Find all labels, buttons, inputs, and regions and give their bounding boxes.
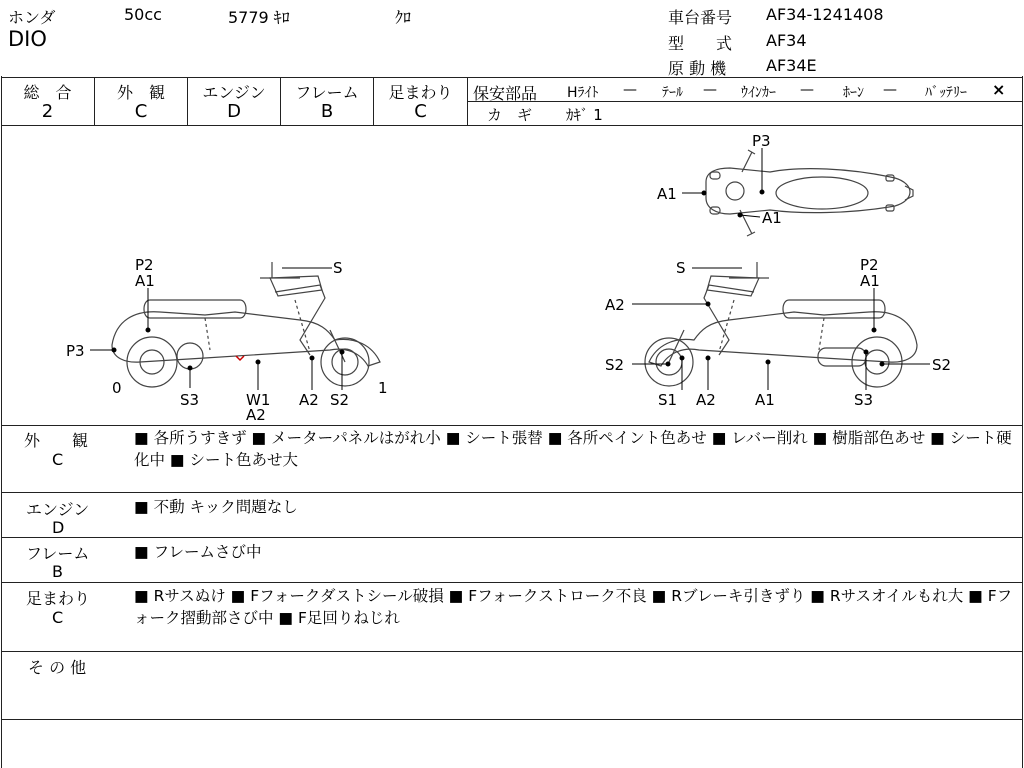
frame-grade: B [320,101,334,122]
top-label-a1-front: A1 [657,185,677,203]
left-label-s3: S3 [180,391,200,409]
right-label-a2-upper: A2 [605,296,625,314]
left-label-a2: A2 [299,391,319,409]
safety-item-tail-value: — [703,82,717,98]
right-label-p2: P2 [860,256,879,274]
detail-suspension-text: ■ Rサスぬけ ■ Fフォークダストシール破損 ■ Fフォークストローク不良 ■ Rブレーキ引きずり ■ Rサスオイルもれ大 ■ Fフォーク摺動部さび中 ■ F足回りねじれ [134,587,1013,627]
left-label-w1: W1 [246,391,271,409]
divider-engine [1,537,1023,538]
engine-model-label: 原 動 機 [668,59,727,78]
top-label-p3: P3 [752,132,771,150]
safety-item-battery-value: × [992,80,1006,99]
engine-grade: D [227,101,241,122]
engine-grade-label: エンジン [202,83,266,102]
divider-header [1,77,1023,78]
maker: ホンダ [8,8,56,27]
detail-other-label: そ の 他 [28,658,87,677]
left-label-s2: S2 [330,391,350,409]
safety-item-horn-value: — [883,82,897,98]
left-label-p2: P2 [135,256,154,274]
type-value: AF34 [766,31,807,50]
detail-suspension-grade: C [52,608,64,627]
left-label-one: 1 [378,379,388,397]
detail-engine-grade: D [52,518,65,537]
safety-item-winker-value: — [800,82,814,98]
safety-parts-label: 保安部品 [473,84,538,103]
overall-grade: 2 [41,101,54,122]
red-mark-icon [236,356,244,360]
suspension-grade: C [414,101,427,122]
divider-suspension [1,651,1023,652]
safety-item-horn: ﾎｰﾝ [843,85,864,101]
divider-frame [1,582,1023,583]
key-label: カ ギ [487,106,533,124]
right-label-s3: S3 [854,391,874,409]
safety-item-tail: ﾃｰﾙ [662,85,683,101]
model-name: DIO [8,27,47,51]
frame-no-label: 車台番号 [668,8,733,27]
right-label-s2-right: S2 [932,356,952,374]
type-label: 型 式 [668,34,733,53]
displacement: 50cc [124,5,162,24]
detail-engine-label: エンジン [26,500,90,519]
detail-frame-text: ■ フレームさび中 [134,543,262,561]
detail-exterior-grade: C [52,450,64,469]
mileage: 5779 ｷﾛ [228,8,290,27]
left-label-a2-under: A2 [246,406,266,424]
safety-item-winker: ｳｲﾝｶｰ [741,85,776,101]
right-label-a2: A2 [696,391,716,409]
detail-suspension-label: 足まわり [26,589,91,608]
right-label-a1-top: A1 [860,272,880,290]
right-label-s2-left: S2 [605,356,625,374]
scooter-top-view [706,150,913,236]
left-label-p3: P3 [66,342,85,360]
exterior-grade-label: 外 観 [116,83,165,102]
color: ｸﾛ [395,8,412,27]
key-value: ｶｷﾞ 1 [566,106,603,124]
detail-exterior-label: 外 観 [24,431,89,450]
safety-item-headlight: Hﾗｲﾄ [567,85,599,101]
detail-engine-text: ■ 不動 キック問題なし [134,498,298,516]
exterior-grade: C [134,101,148,122]
frame-no: AF34-1241408 [766,5,884,24]
safety-item-headlight-value: — [623,82,637,98]
left-label-zero: 0 [112,379,122,397]
right-label-a1: A1 [755,391,775,409]
divider-exterior [1,492,1023,493]
detail-frame-label: フレーム [26,544,90,563]
safety-item-battery: ﾊﾞｯﾃﾘｰ [925,85,967,101]
engine-model: AF34E [766,56,817,75]
right-label-s: S [676,259,686,277]
left-label-s: S [333,259,343,277]
divider-grade-5 [467,77,468,125]
detail-exterior-text: ■ 各所うすきず ■ メーターパネルはがれ小 ■ シート張替 ■ 各所ペイント色あせ ■ レバー削れ ■ 樹脂部色あせ ■ シート硬化中 ■ シート色あせ大 [134,429,1012,469]
left-label-a1: A1 [135,272,155,290]
divider-other [1,719,1023,720]
top-label-a1-side: A1 [762,209,782,227]
divider-diagram [1,425,1023,426]
frame-grade-label: フレーム [295,83,359,102]
damage-diagram [0,126,1024,425]
right-label-s1: S1 [658,391,678,409]
detail-frame-grade: B [52,562,63,581]
overall-grade-label: 総 合 [23,83,72,102]
suspension-grade-label: 足まわり [388,83,453,102]
